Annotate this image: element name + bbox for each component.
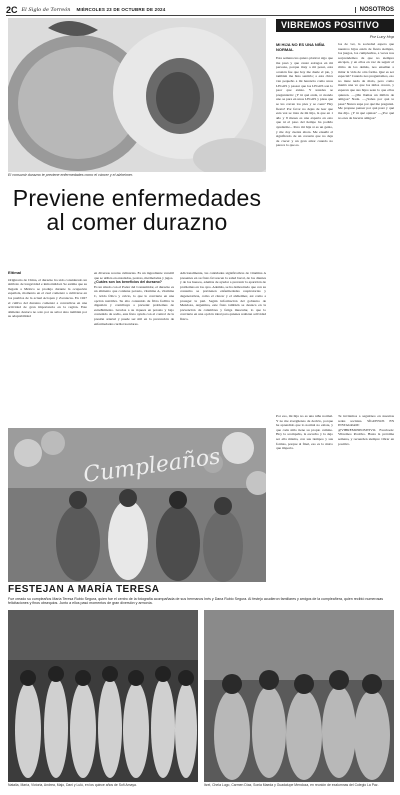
- column-text-1: Esta semana les quiero platicar algo que me pasó y que causó estragos en mi persona, porque muy a mi pesar, esta ocasión fue que hoy me duele el pie, y también me hizo sentirlo; a esta chica van pequeño a mi herencia como unos LEGOS y pasaar que los LEGOS son lo peor que existe. Y ustedes se preguntarán: ¿Y tú qué onda, si cuando uno se para en unos LEGOS y pisas que se les corren los pies y se caen? Hay fiesta? Por favor no dejes de leer que esta vez se trata de mi hija, la que en 1 año y 8 meses es una experta en esto que ni el paso del tiempo ha podido ayudarme... Pero mi hija sí es un genio, y me doy cuenta ahora. Me enseñó el significado de un corazón que no deja de crecer y un gran amor cuando no parece lo que es.: [276, 56, 333, 148]
- caption-left: Natalia, María, Victoria, Andrea, Majo, Dani y Lulú, en los quince años de Sofi Amaya.: [8, 783, 137, 787]
- social-text: Fue creado su cumpleaños María Teresa Rubio Segura, quien fue el centro de la fotografía acompañada de sus hermanos Inés y Dana Rubio Segura. Al festejo acudieron familiares y amigos de la cumpleañera, quien recibió numerosas felicitaciones y finos obsequios. Junto a ellos pasó momentos de gran diversión y armonía.: [8, 597, 384, 606]
- column-banner: VIBREMOS POSITIVO: [276, 19, 394, 32]
- social-headline: FESTEJAN A MARÍA TERESA: [8, 584, 160, 595]
- newspaper-name: El Siglo de Torreón: [21, 6, 71, 13]
- balloon-letters: Cumpleaños: [81, 444, 222, 489]
- party-photo: [8, 428, 266, 582]
- page-number: 2C: [6, 4, 18, 15]
- column-author: Por Lucy Hop: [369, 34, 394, 39]
- article-text-2a: en diversas recetas culinarias. Es un ingrediente versátil que se utiliza en ensaladas, postres, mermeladas y jugos.: [94, 271, 174, 280]
- column-text-2: los de ver, la sociedad espera que nuestros hijos estén de fiesta siempre, los juegos, los cumpleaños, a veces nos sorprendemos de que no siempre encajen, y en ellos en vez de seguir el ritmo de los demás, nos enseñan a mirar la vida de otra forma. Qué es ser especial? Cuando nos preguntamos, eso no tiene nada de malo, pero como mamá una ve que los niños crecen, y esperan que sus hijos sean lo que ellos quieren. —¿Me llamas un millón de amigos? Nada. —¿Sabes por qué te pasa? Nunca supe por qué me pregunté. Me propuse pensar por qué pasó y qué me dijo. ¿Y tú qué opinas? —¿Por qué no eres de hacerte amigos?: [338, 42, 394, 120]
- peach-photo: [8, 18, 266, 172]
- article-text-3: Adicionalmente, las cantidades significativas de vitamina A presentes en su fruto favorecen la salud bucal, de los dientes y de los huesos, además de ayudar a prevenir la aparición de problemas en los ojos. Además, se ha demostrado que con su consumo se previenen enfermedades respiratorias y degenerativas, como el cáncer y el alzheimer, así como a proteger la piel. Según información del gobierno de Mendoza, Argentina, este fruto también se destaca en la prevención de calambres y fatiga muscular, lo que lo convierte en una opción ideal para quienes realizan actividad física.: [180, 271, 266, 321]
- article-headline: Previene enfermedades al comer durazno: [12, 185, 262, 235]
- article-column-3: [180, 271, 266, 322]
- article-subheading: ¿Cuáles son los beneficios del durazno?: [94, 280, 162, 285]
- page-header: [6, 4, 394, 16]
- article-text-2b: Es un aliado con el Poder del Consumidor, el durazno es un alimento que contiene potasio, vitamina A, vitamina C, ácido fólico y calcio, lo que lo convierte en una opción nutritiva. Su alto contenido de fibra facilita la digestión y contribuye a prevenir problemas de estreñimiento. Gracias a su riqueza en potasio y bajo contenido de sodio, este fruto ayuda con el control de la presión arterial y puede ser útil en la prevención de enfermedades cardiovasculares.: [94, 284, 174, 326]
- issue-date: MIÉRCOLES 23 DE OCTUBRE DE 2024: [76, 7, 166, 12]
- article-column-2: [94, 271, 174, 326]
- article-column-1: [8, 271, 87, 319]
- column-title: MI HIJA NO ES UNA NIÑA NORMAL: [276, 42, 325, 52]
- section-name: NOSOTROS: [355, 7, 394, 13]
- group-photo-left: [8, 610, 198, 782]
- column-text-3: Por eso, mi hija no es una niña normal. Y no me avergüenzo de decirlo, porque he aprendido que lo normal no existe, y que cada niño tiene su propio camino. Hoy la acompaño, la escucho y la dejo ser ella misma, con sus tiempos y sus formas, porque al final, eso es lo único que importa.: [276, 414, 333, 451]
- group-photo-right: [204, 610, 394, 782]
- caption-right: Itzel, Chela Lugo, Carmen Díaz, Sonia Maeda y Guadalupe Mendoza, en reunión de exalumnas del Colegio La Paz.: [204, 783, 379, 787]
- peach-photo-caption: El consumir durazno te previene enfermedades como el cáncer y el alzheimer.: [8, 173, 133, 177]
- article-text-1: Originario de China, el durazno ha sido considerado un símbolo de longevidad e inmortalidad. Se estima que su llegada a México se produjo durante la ocupación española, momento en el cual comenzó a cultivarse en los pueblos de la actual Actopan y Zacatecas. En 1927 el cultivo del durazno comenzó a convertirse en una actividad de gran importancia en la región. Este alimento destaca no solo por su sabor sino también por su adaptabilidad: [8, 277, 87, 319]
- column-text-4: Te invitamos a seguirnos en nuestras redes sociales. SÍGUENOS EN INSTAGRAM: @VIBREMOSPOSITIVO. Facebook: Vibremos Positivo. Hasta la próxima semana, y recuerden siempre vibrar en positivo.: [338, 414, 394, 446]
- article-byline: Eltimal: [8, 270, 22, 275]
